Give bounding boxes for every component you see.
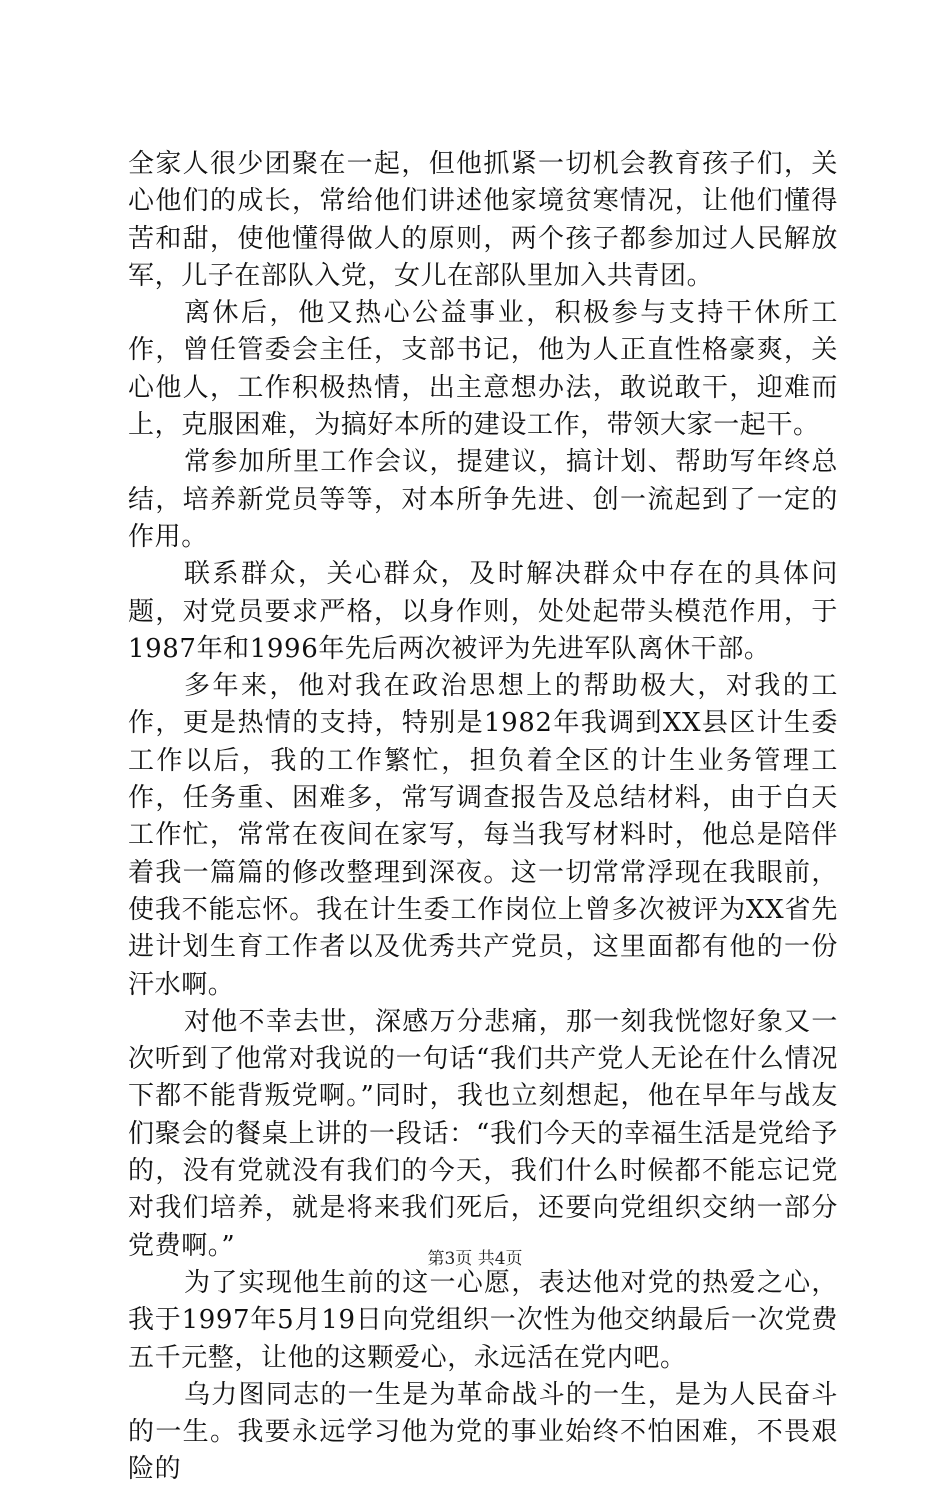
paragraph-masses: 联系群众，关心群众，及时解决群众中存在的具体问题，对党员要求严格，以身作则，处处起带头模范作用，于1987年和1996年先后两次被评为先进军队离休干部。: [128, 559, 838, 664]
paragraph-meetings: 常参加所里工作会议，提建议，搞计划、帮助写年终总结，培养新党员等等，对本所争先进、创一流起到了一定的作用。: [128, 447, 838, 552]
paragraph-party-fee: 为了实现他生前的这一心愿，表达他对党的热爱之心，我于1997年5月19日向党组织一次性为他交纳最后一次党费五千元整，让他的这颗爱心，永远活在党内吧。: [128, 1267, 838, 1373]
document-body: [128, 146, 838, 1489]
paragraph-continuation: 全家人很少团聚在一起，但他抓紧一切机会教育孩子们，关心他们的成长，常给他们讲述他家境贫寒情况，让他们懂得苦和甜，使他懂得做人的原则，两个孩子都参加过人民解放军，儿子在部队入党，女儿在部队里加入共青团。: [128, 149, 838, 291]
paragraph-retirement: 离休后，他又热心公益事业，积极参与支持干休所工作，曾任管委会主任，支部书记，他为人正直性格豪爽，关心他人，工作积极热情，出主意想办法，敢说敢干，迎难而上，克服困难，为搞好本所的建设工作，带领大家一起干。: [128, 298, 838, 441]
page-footer: 第3页 共4页: [427, 1249, 523, 1269]
paragraph-mourning: 对他不幸去世，深感万分悲痛，那一刻我恍惚好象又一次听到了他常对我说的一句话“我们共产党人无论在什么情况下都不能背叛党啊。”同时，我也立刻想起，他在早年与战友们聚会的餐桌上讲的一段话：“我们今天的幸福生活是党给予的，没有党就没有我们的今天，我们什么时候都不能忘记党对我们培养，就是将来我们死后，还要向党组织交纳一部分党费啊。”: [128, 1006, 838, 1261]
paragraph-support: 多年来，他对我在政治思想上的帮助极大，对我的工作，更是热情的支持，特别是1982年我调到XX县区计生委工作以后，我的工作繁忙，担负着全区的计生业务管理工作，任务重、困难多，常写调查报告及总结材料，由于白天工作忙，常常在夜间在家写，每当我写材料时，他总是陪伴着我一篇篇的修改整理到深夜。这一切常常浮现在我眼前，使我不能忘怀。我在计生委工作岗位上曾多次被评为XX省先进计划生育工作者以及优秀共产党员，这里面都有他的一份汗水啊。: [128, 671, 838, 1000]
paragraph-conclusion: 乌力图同志的一生是为革命战斗的一生，是为人民奋斗的一生。我要永远学习他为党的事业始终不怕困难，不畏艰险的: [128, 1379, 838, 1485]
